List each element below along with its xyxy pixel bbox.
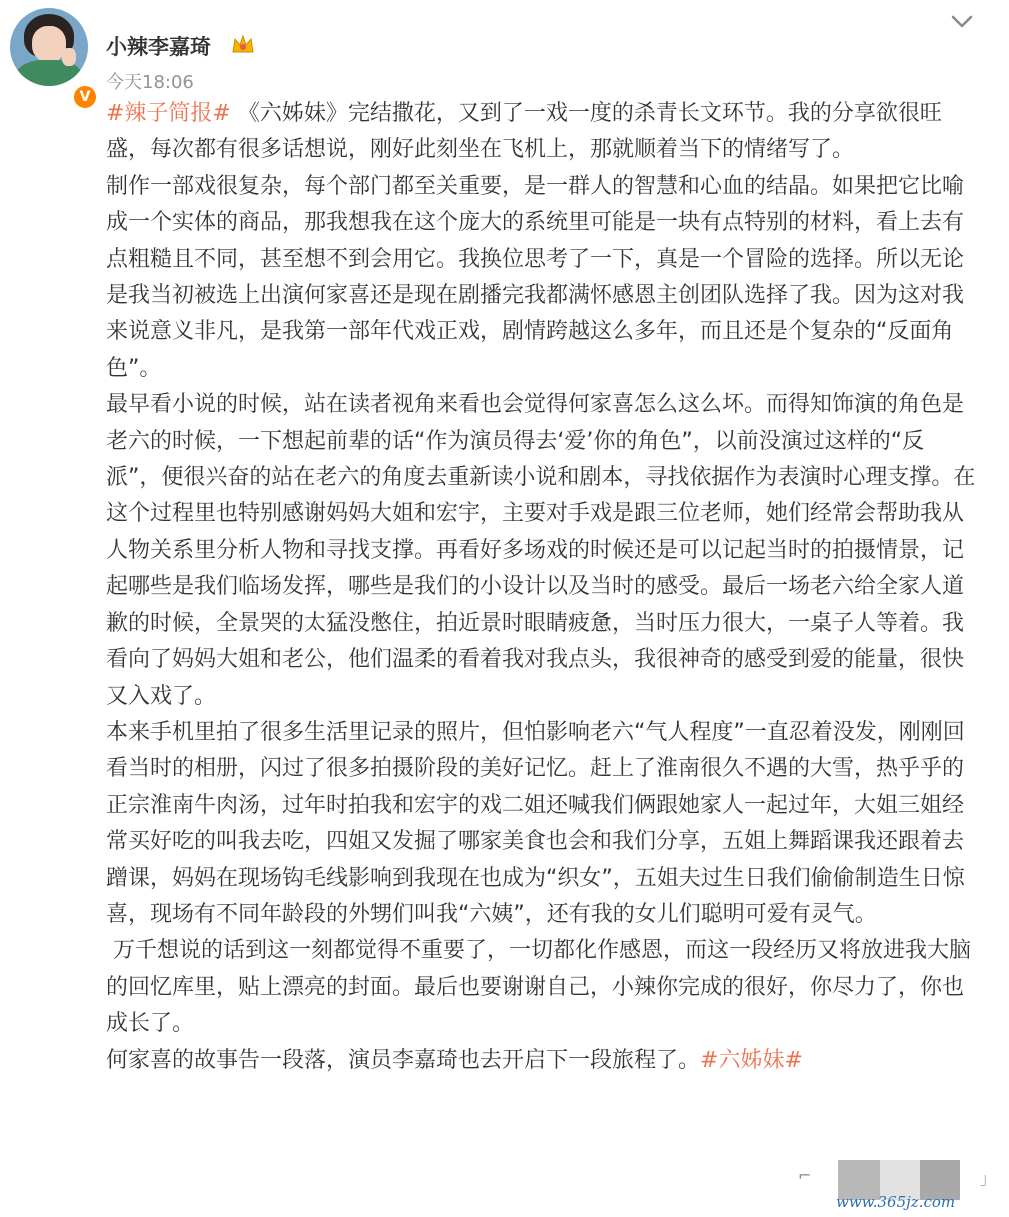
- paragraph-1: [106, 96, 976, 169]
- watermark: www.365jz.com: [836, 1193, 956, 1211]
- paragraph-6: [106, 1043, 976, 1079]
- thumbnail-right-mark: 」: [980, 1169, 997, 1188]
- username[interactable]: 小辣李嘉琦: [106, 35, 211, 59]
- paragraph-1-text: 《六姊妹》完结撒花，又到了一戏一度的杀青长文环节。我的分享欲很旺盛，每次都有很多话想说，刚好此刻坐在飞机上，那就顺着当下的情绪写了。: [106, 101, 942, 163]
- crown-icon: [230, 32, 256, 56]
- avatar-face: [32, 26, 66, 62]
- paragraph-5: 万千想说的话到这一刻都觉得不重要了，一切都化作感恩，而这一段经历又将放进我大脑的回忆库里，贴上漂亮的封面。最后也要谢谢自己，小辣你完成的很好，你尽力了，你也成长了。: [106, 938, 972, 1037]
- post-body: [106, 96, 976, 1079]
- post-timestamp[interactable]: 今天18:06: [106, 72, 194, 93]
- paragraph-4: 本来手机里拍了很多生活里记录的照片，但怕影响老六“气人程度”一直忍着没发，刚刚回看当时的相册，闪过了很多拍摄阶段的美好记忆。赶上了淮南很久不遇的大雪，热乎乎的正宗淮南牛肉汤，过年时拍我和宏宇的戏二姐还喊我们俩跟她家人一起过年，大姐三姐经常买好吃的叫我去吃，四姐又发掘了哪家美食也会和我们分享，五姐上舞蹈课我还跟着去蹭课，妈妈在现场钩毛线影响到我现在也成为“织女”，五姐夫过生日我们偷偷制造生日惊喜，现场有不同年龄段的外甥们叫我“六姨”，还有我的女儿们聪明可爱有灵气。: [106, 719, 965, 927]
- thumbnail-left-mark: ⌐: [798, 1166, 812, 1185]
- paragraph-6-text: 何家喜的故事告一段落，演员李嘉琦也去开启下一段旅程了。: [106, 1047, 701, 1073]
- avatar[interactable]: [10, 8, 88, 86]
- chevron-down-icon[interactable]: [950, 12, 974, 32]
- verified-badge-icon: V: [72, 84, 98, 110]
- paragraph-3: 最早看小说的时候，站在读者视角来看也会觉得何家喜怎么这么坏。而得知饰演的角色是老六的时候，一下想起前辈的话“作为演员得去‘爱’你的角色”，以前没演过这样的“反派”，便很兴奋的站在老六的角度去重新读小说和剧本，寻找依据作为表演时心理支撑。在这个过程里也特别感谢妈妈大姐和宏宇，主要对手戏是跟三位老师，她们经常会帮助我从人物关系里分析人物和寻找支撑。再看好多场戏的时候还是可以记起当时的拍摄情景，记起哪些是我们临场发挥，哪些是我们的小设计以及当时的感受。最后一场老六给全家人道歉的时候，全景哭的太猛没憋住，拍近景时眼睛疲惫，当时压力很大，一桌子人等着。我看向了妈妈大姐和老公，他们温柔的看着我对我点头，我很神奇的感受到爱的能量，很快又入戏了。: [106, 392, 976, 709]
- hashtag-link[interactable]: #辣子简报#: [106, 101, 231, 126]
- avatar-hand: [62, 48, 76, 66]
- hashtag-link-end[interactable]: #六姊妹#: [700, 1047, 803, 1073]
- paragraph-2: 制作一部戏很复杂，每个部门都至关重要，是一群人的智慧和心血的结晶。如果把它比喻成一个实体的商品，那我想我在这个庞大的系统里可能是一块有点特别的材料，看上去有点粗糙且不同，甚至想不到会用它。我换位思考了一下，真是一个冒险的选择。所以无论是我当初被选上出演何家喜还是现在剧播完我都满怀感恩主创团队选择了我。因为这对我来说意义非凡，是我第一部年代戏正戏，剧情跨越这么多年，而且还是个复杂的“反面角色”。: [106, 173, 965, 381]
- avatar-wrapper[interactable]: [10, 8, 92, 105]
